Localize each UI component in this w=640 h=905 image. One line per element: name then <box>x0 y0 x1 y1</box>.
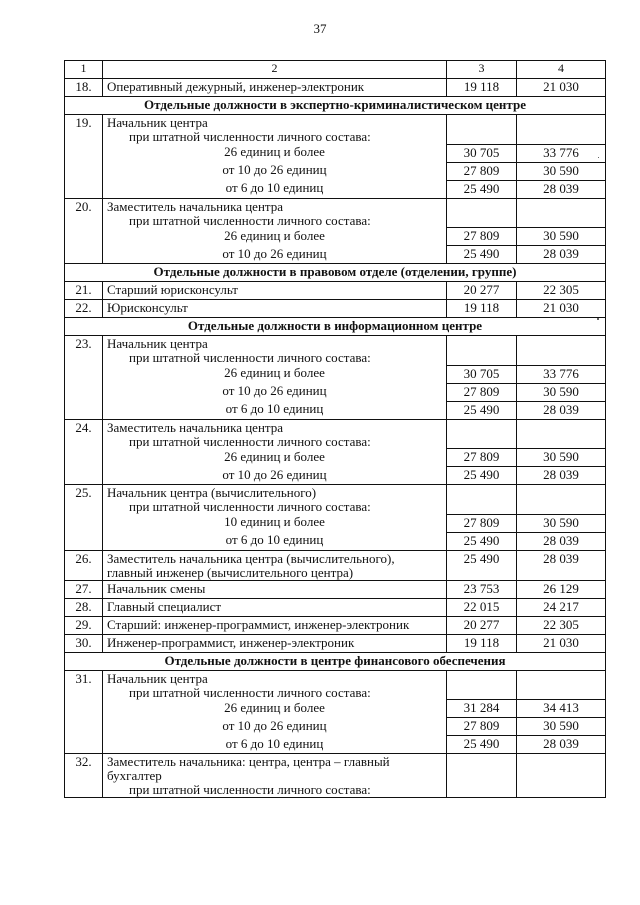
position-title-line: Начальник смены <box>107 580 206 596</box>
row-number-cell <box>65 365 103 383</box>
row-number: 23. <box>65 336 103 366</box>
salary-value-col4: 21 030 <box>517 300 606 318</box>
position-title-line: при штатной численности личного состава: <box>129 684 371 700</box>
salary-value-col3: 25 490 <box>447 736 517 754</box>
salary-value-col3: 27 809 <box>447 383 517 401</box>
position-title <box>103 616 447 634</box>
position-title-line: Инженер-программист, инженер-электроник <box>107 634 355 650</box>
salary-value-col3 <box>447 336 517 366</box>
position-head-row <box>65 670 606 700</box>
salary-value-col3: 25 490 <box>447 532 517 550</box>
section-title: Отдельные должности в информационном центре <box>65 318 606 336</box>
position-head-row <box>65 485 606 515</box>
sub-row <box>65 228 606 246</box>
staff-range: 26 единиц и более <box>103 449 447 467</box>
row-number: 28. <box>65 598 103 616</box>
row-number-cell <box>65 401 103 419</box>
row-number-cell <box>65 700 103 718</box>
salary-value-col3: 31 284 <box>447 700 517 718</box>
staff-range: от 6 до 10 единиц <box>103 180 447 198</box>
salary-value-col4: 30 590 <box>517 383 606 401</box>
section-row <box>65 97 606 115</box>
position-title-line: Начальник центра <box>107 115 208 130</box>
salary-value-col3: 25 490 <box>447 467 517 485</box>
page-number: 37 <box>313 21 327 36</box>
salary-value-col4: 22 305 <box>517 282 606 300</box>
salary-value-col3 <box>447 485 517 515</box>
sub-row <box>65 532 606 550</box>
header-col-4: 4 <box>517 61 606 79</box>
position-title-line: Начальник центра (вычислительного) <box>107 485 317 500</box>
position-title <box>103 754 447 798</box>
salary-value-col3 <box>447 754 517 798</box>
position-title-line: Старший юрисконсульт <box>107 282 238 297</box>
salary-value-col4: 28 039 <box>517 550 606 580</box>
salary-value-col3: 25 490 <box>447 401 517 419</box>
position-head-row <box>65 198 606 228</box>
position-title-line: Заместитель начальника центра (вычислительного), <box>107 550 395 566</box>
position-title <box>103 282 447 300</box>
sub-row <box>65 736 606 754</box>
position-title <box>103 580 447 598</box>
salary-value-col3: 22 015 <box>447 598 517 616</box>
position-title-line: Заместитель начальника центра <box>107 419 284 435</box>
row-number-cell <box>65 449 103 467</box>
section-title: Отдельные должности в правовом отделе (отделении, группе) <box>65 264 606 282</box>
position-head-row <box>65 115 606 145</box>
salary-value-col3: 27 809 <box>447 228 517 246</box>
salary-value-col3: 25 490 <box>447 180 517 198</box>
row-number: 25. <box>65 485 103 515</box>
position-title-line: Заместитель начальника центра <box>107 198 284 214</box>
salary-value-col3: 25 490 <box>447 550 517 580</box>
salary-value-col3: 20 277 <box>447 616 517 634</box>
staff-range: от 10 до 26 единиц <box>103 162 447 180</box>
position-title-line: бухгалтер <box>107 768 162 783</box>
position-title-line: при штатной численности личного состава: <box>129 129 371 144</box>
position-row <box>65 634 606 652</box>
salary-value-col4 <box>517 485 606 515</box>
staff-range: 10 единиц и более <box>103 514 447 532</box>
position-title-line: при штатной численности личного состава: <box>129 782 371 797</box>
section-row <box>65 264 606 282</box>
staff-range: от 10 до 26 единиц <box>103 383 447 401</box>
row-number: 26. <box>65 550 103 580</box>
row-number: 30. <box>65 634 103 652</box>
salary-value-col4 <box>517 419 606 449</box>
section-row <box>65 318 606 336</box>
staff-range: от 6 до 10 единиц <box>103 532 447 550</box>
position-row <box>65 598 606 616</box>
salary-value-col4 <box>517 198 606 228</box>
row-number: 29. <box>65 616 103 634</box>
sub-row <box>65 162 606 180</box>
row-number: 18. <box>65 79 103 97</box>
row-number-cell <box>65 467 103 485</box>
staff-range: от 10 до 26 единиц <box>103 246 447 264</box>
row-number: 32. <box>65 754 103 798</box>
salary-value-col4: 22 305 <box>517 616 606 634</box>
staff-range: от 10 до 26 единиц <box>103 467 447 485</box>
staff-range: 26 единиц и более <box>103 144 447 162</box>
row-number: 31. <box>65 670 103 700</box>
salary-value-col4: 30 590 <box>517 718 606 736</box>
staff-range: от 10 до 26 единиц <box>103 718 447 736</box>
position-title <box>103 336 447 366</box>
position-title <box>103 634 447 652</box>
salary-value-col4 <box>517 670 606 700</box>
salary-value-col4: 30 590 <box>517 514 606 532</box>
salary-value-col4 <box>517 754 606 798</box>
salary-value-col3: 30 705 <box>447 144 517 162</box>
scan-speck <box>598 157 599 158</box>
salary-value-col4: 21 030 <box>517 634 606 652</box>
salary-value-col3 <box>447 115 517 145</box>
position-row <box>65 580 606 598</box>
header-col-3: 3 <box>447 61 517 79</box>
position-title-line: Начальник центра <box>107 336 208 351</box>
salary-value-col4: 28 039 <box>517 532 606 550</box>
position-title <box>103 419 447 449</box>
salary-value-col4: 33 776 <box>517 144 606 162</box>
row-number-cell <box>65 383 103 401</box>
header-col-1: 1 <box>65 61 103 79</box>
salary-value-col3: 30 705 <box>447 365 517 383</box>
sub-row <box>65 718 606 736</box>
position-title-line: при штатной численности личного состава: <box>129 350 371 365</box>
salary-value-col3: 25 490 <box>447 246 517 264</box>
position-title-line: Юрисконсульт <box>107 300 188 315</box>
position-row <box>65 282 606 300</box>
staff-range: 26 единиц и более <box>103 228 447 246</box>
row-number-cell <box>65 514 103 532</box>
position-title-line: Оперативный дежурный, инженер-электроник <box>107 79 365 94</box>
position-title <box>103 598 447 616</box>
salary-value-col4: 28 039 <box>517 467 606 485</box>
salary-value-col3: 19 118 <box>447 634 517 652</box>
salary-table <box>64 60 606 798</box>
salary-value-col4 <box>517 336 606 366</box>
salary-value-col3: 19 118 <box>447 300 517 318</box>
salary-value-col4: 26 129 <box>517 580 606 598</box>
scan-speck <box>597 318 599 320</box>
position-title-line: Главный специалист <box>107 598 222 614</box>
sub-row <box>65 401 606 419</box>
row-number-cell <box>65 532 103 550</box>
position-title-line: при штатной численности личного состава: <box>129 433 371 449</box>
row-number-cell <box>65 180 103 198</box>
position-title-line: Начальник центра <box>107 670 208 686</box>
sub-row <box>65 246 606 264</box>
staff-range: от 6 до 10 единиц <box>103 736 447 754</box>
salary-value-col3: 27 809 <box>447 514 517 532</box>
sub-row <box>65 514 606 532</box>
header-col-2: 2 <box>103 61 447 79</box>
row-number-cell <box>65 246 103 264</box>
salary-value-col3: 19 118 <box>447 79 517 97</box>
staff-range: 26 единиц и более <box>103 365 447 383</box>
position-head-row <box>65 419 606 449</box>
position-title-line: Старший: инженер-программист, инженер-электроник <box>107 616 410 632</box>
salary-value-col3: 23 753 <box>447 580 517 598</box>
position-title <box>103 198 447 228</box>
row-number: 21. <box>65 282 103 300</box>
section-title: Отдельные должности в экспертно-криминалистическом центре <box>65 97 606 115</box>
row-number: 19. <box>65 115 103 145</box>
sub-row <box>65 467 606 485</box>
position-title-line: при штатной численности личного состава: <box>129 499 371 514</box>
salary-value-col3 <box>447 198 517 228</box>
position-title-line: при штатной численности личного состава: <box>129 212 371 228</box>
salary-value-col3: 20 277 <box>447 282 517 300</box>
salary-value-col4: 34 413 <box>517 700 606 718</box>
sub-row <box>65 144 606 162</box>
staff-range: от 6 до 10 единиц <box>103 401 447 419</box>
position-title-line: Заместитель начальника: центра, центра – главный <box>107 754 390 769</box>
sub-row <box>65 180 606 198</box>
salary-value-col4: 30 590 <box>517 162 606 180</box>
row-number-cell <box>65 144 103 162</box>
row-number: 22. <box>65 300 103 318</box>
section-title: Отдельные должности в центре финансового обеспечения <box>65 652 606 670</box>
row-number-cell <box>65 718 103 736</box>
position-row <box>65 616 606 634</box>
salary-value-col4: 33 776 <box>517 365 606 383</box>
sub-row <box>65 383 606 401</box>
row-number: 27. <box>65 580 103 598</box>
salary-value-col4: 28 039 <box>517 401 606 419</box>
section-row <box>65 652 606 670</box>
salary-value-col4: 28 039 <box>517 180 606 198</box>
position-head-row <box>65 336 606 366</box>
position-row <box>65 300 606 318</box>
position-title <box>103 115 447 145</box>
salary-value-col3: 27 809 <box>447 718 517 736</box>
staff-range: 26 единиц и более <box>103 700 447 718</box>
position-title-line: главный инженер (вычислительного центра) <box>107 564 354 580</box>
salary-value-col4: 24 217 <box>517 598 606 616</box>
position-row <box>65 550 606 580</box>
row-number: 20. <box>65 198 103 228</box>
sub-row <box>65 700 606 718</box>
salary-value-col4: 28 039 <box>517 736 606 754</box>
row-number-cell <box>65 162 103 180</box>
position-title <box>103 670 447 700</box>
row-number: 24. <box>65 419 103 449</box>
sub-row <box>65 365 606 383</box>
salary-value-col3: 27 809 <box>447 449 517 467</box>
sub-row <box>65 449 606 467</box>
position-title <box>103 550 447 580</box>
position-title <box>103 485 447 515</box>
salary-value-col4: 21 030 <box>517 79 606 97</box>
salary-value-col3: 27 809 <box>447 162 517 180</box>
table-header-row <box>65 61 606 79</box>
row-number-cell <box>65 228 103 246</box>
position-row <box>65 79 606 97</box>
position-title <box>103 79 447 97</box>
salary-value-col3 <box>447 419 517 449</box>
position-title <box>103 300 447 318</box>
salary-value-col4: 30 590 <box>517 449 606 467</box>
salary-value-col4: 28 039 <box>517 246 606 264</box>
position-head-row <box>65 754 606 798</box>
salary-value-col3 <box>447 670 517 700</box>
salary-value-col4 <box>517 115 606 145</box>
salary-value-col4: 30 590 <box>517 228 606 246</box>
row-number-cell <box>65 736 103 754</box>
